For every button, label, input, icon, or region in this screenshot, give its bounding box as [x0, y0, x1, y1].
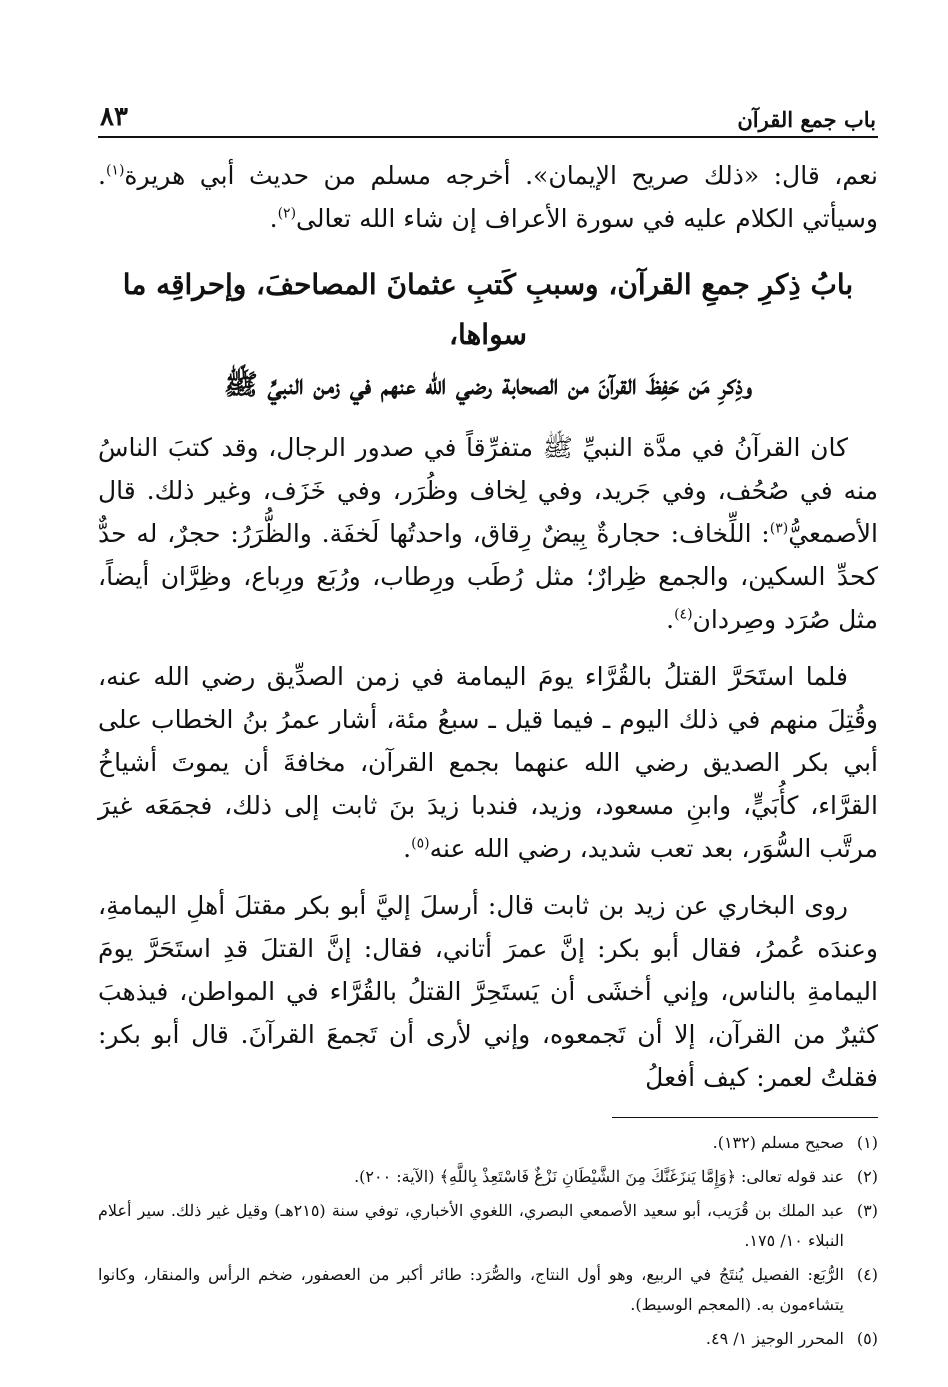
footnote-text: عبد الملك بن قُرَيب، أبو سعيد الأصمعي البصري، اللغوي الأخباري، توفي سنة (٢١٥هـ) وقيل غير ذلك. سير أعلام النبلاء ١٠/ ١٧٥.: [98, 1201, 844, 1250]
paragraph-1-text-3: .: [666, 605, 675, 634]
paragraph-3: روى البخاري عن زيد بن ثابت قال: أرسلَ إليَّ أبو بكر مقتلَ أهلِ اليمامةِ، وعندَه عُمرُ، فقال أبو بكر: إنَّ عمرَ أتاني، فقال: إنَّ القتلَ قدِ استَحَرَّ يومَ اليمامةِ بالناس، وإني أخشَى أن يَستَحِرَّ القتلُ بالقُرَّاء في المواطن، فيذهبَ كثيرٌ من القرآن، إلا أن تَجمعوه، وإني لأرى أن تَجمعَ القرآنَ. قال أبو بكر: فقلتُ لعمر: كيف أفعلُ: [98, 891, 878, 1092]
intro-text-3: .: [269, 204, 278, 233]
footnote-number: (٣): [856, 1201, 878, 1220]
footnote-number: (٥): [856, 1329, 878, 1348]
paragraph-1-text-1: كان القرآنُ في مدَّة النبيِّ ﷺ متفرِّقاً في صدور الرجال، وقد كتبَ الناسُ منه في صُحُف، وفي جَريد، وفي لِخاف وظُرَر، وفي خَزَف، وغير ذلك. قال الأصمعيُّ: [98, 433, 878, 548]
section-heading-line-2: وذِكرِ مَن حَفِظَ القرآنَ من الصحابة رضي الله عنهم في زمن النبيِّ ﷺ: [223, 368, 753, 401]
footnote-1: [98, 1128, 878, 1158]
paragraph-1: [98, 426, 878, 641]
footnote-ref-5: (٥): [411, 835, 430, 852]
footnote-number: (١): [856, 1133, 878, 1152]
paragraph-2: [98, 655, 878, 870]
footnote-text: المحرر الوجيز ١/ ٤٩.: [705, 1329, 844, 1348]
footnotes: [98, 1128, 878, 1354]
footnote-4: [98, 1260, 878, 1320]
footnote-ref-3: (٣): [769, 520, 789, 537]
page-number: ٨٣: [100, 102, 128, 132]
paragraph-1-text-2: : اللِّخاف: حجارةٌ بِيضٌ رِقاق، واحدتُها لَخفَة. والظُّرَرُ: حجرٌ، له حدٌّ كحدِّ السكين، والجمع ظِرارٌ؛ مثل رُطَب ورِطاب، ورُبَع ورِباع، وظِرَّان أيضاً، مثل صُرَد وصِردان: [98, 519, 878, 634]
section-heading-line-1: بابُ ذِكرِ جمعِ القرآن، وسببِ كَتبِ عثمانَ المصاحفَ، وإحراقِه ما سواها،: [122, 268, 854, 351]
section-heading: [98, 260, 878, 410]
chapter-title: باب جمع القرآن: [737, 107, 876, 132]
footnote-2: [98, 1162, 878, 1192]
footnote-3: [98, 1196, 878, 1256]
intro-text-1: نعم، قال: «ذلك صريح الإيمان». أخرجه مسلم من حديث أبي هريرة: [124, 161, 878, 190]
footnote-number: (٢): [856, 1167, 878, 1186]
footnote-text: عند قوله تعالى: ﴿وَإِمَّا يَنزَغَنَّكَ مِنَ الشَّيْطَانِ نَزْغٌ فَاسْتَعِذْ بِاللَّهِ﴾ (الآية: ٢٠٠).: [354, 1167, 844, 1186]
footnote-ref-4: (٤): [674, 606, 693, 623]
footnote-number: (٤): [856, 1265, 878, 1284]
footnote-ref-1: (١): [105, 162, 125, 179]
intro-text-2: . وسيأتي الكلام عليه في سورة الأعراف إن شاء الله تعالى: [98, 161, 878, 233]
footnote-text: صحيح مسلم (١٣٢).: [712, 1133, 844, 1152]
paragraph-2-text-2: .: [403, 834, 412, 863]
paragraph-2-text-1: فلما استَحَرَّ القتلُ بالقُرَّاء يومَ اليمامة في زمن الصدِّيق رضي الله عنه، وقُتِلَ منهم في ذلك اليوم ـ فيما قيل ـ سبعُ مئة، أشار عمرُ بنُ الخطاب على أبي بكر الصديق رضي الله عنهما بجمع القرآن، مخافةَ أن يموتَ أشياخُ القرَّاء، كأُبَيٍّ، وابنِ مسعود، وزيد، فندبا زيدَ بنَ ثابت إلى ذلك، فجمَعَه غيرَ مرتَّب السُّوَر، بعد تعب شديد، رضي الله عنه: [98, 662, 878, 863]
intro-paragraph: [98, 154, 878, 240]
footnote-divider: [612, 1117, 878, 1118]
running-header: [98, 92, 878, 138]
footnote-ref-2: (٢): [277, 205, 297, 222]
footnote-5: [98, 1324, 878, 1354]
footnote-text: الرُّبَع: الفصيل يُنتَجُ في الربيع، وهو أول النتاج، والصُّرَد: طائر أكبر من العصفور، ضخم الرأس والمنقار، وكانوا يتشاءمون به. (المعجم الوسيط).: [98, 1265, 844, 1314]
